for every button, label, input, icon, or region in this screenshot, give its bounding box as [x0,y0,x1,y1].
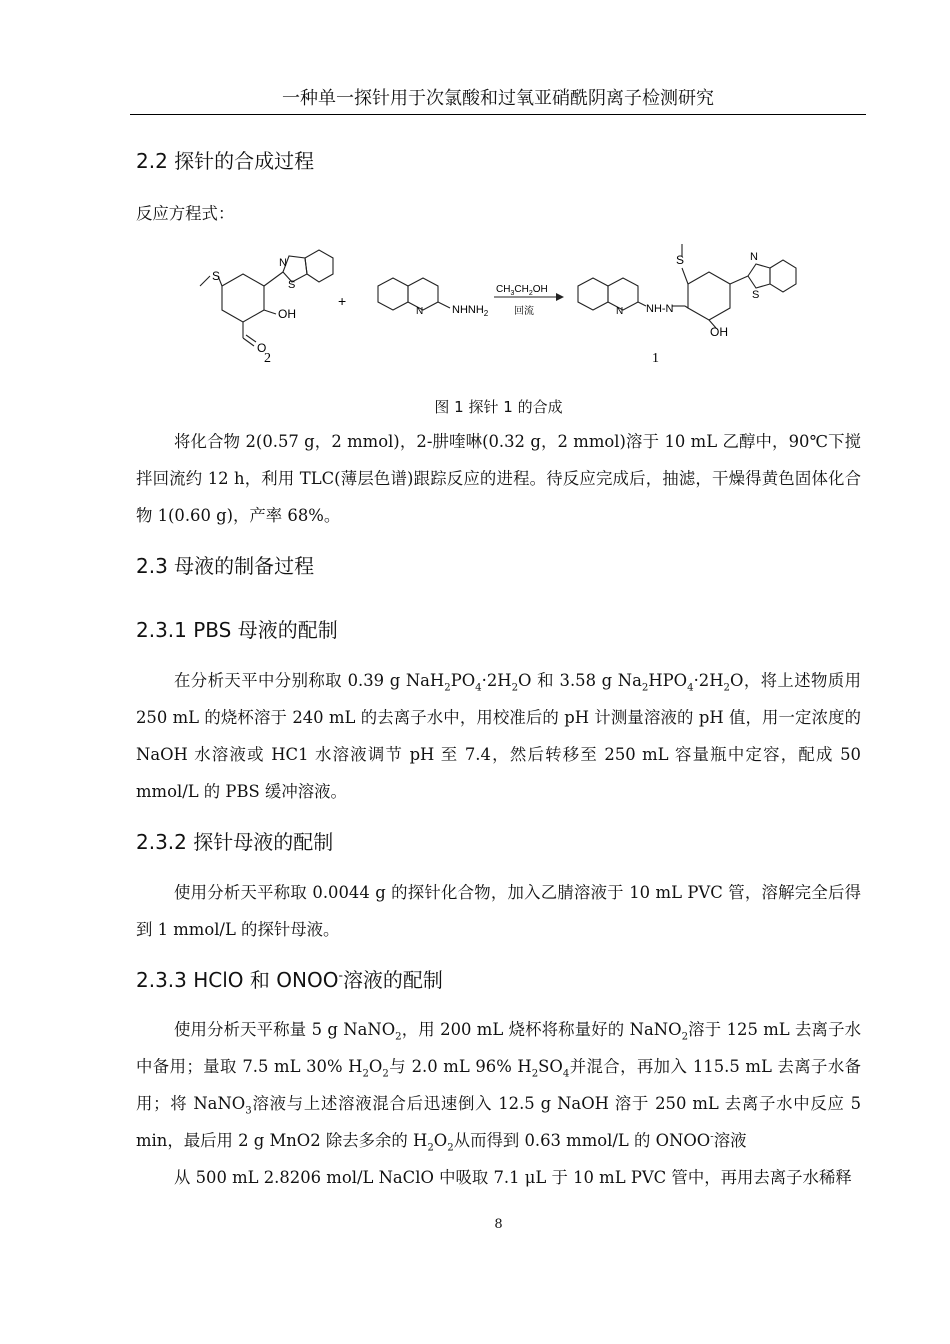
pbs-paragraph: 在分析天平中分别称取 0.39 g $NaH_2PO_4\cdot 2H_2O$ 和 3.58 g $Na_2HPO_4\cdot 2H_2O$，将上述物质用 250 mL 的烧杯溶于 240 mL 的去离子水中，用校准后的 pH 计测量溶液的 pH 值，用一定浓度的 NaOH 水溶液或 HC1 水溶液调节 pH 至 7.4，然后转移至 250 mL 容量瓶中定容，配成 50 mmol/L 的 PBS 缓冲溶液。 [136,671,861,801]
atom-s-3: S [676,253,685,267]
atom-nhn: NH-N [646,303,674,315]
heading-2-3-2: 2.3.2 探针母液的配制 [136,830,334,854]
compound-1-structure [578,244,796,328]
solvent-label: $CH_3CH_2OH$ [496,284,548,297]
hydrazinoquinoline-structure [378,278,450,310]
equation-label: 反应方程式： [136,204,235,223]
atom-s-1: S [212,269,221,283]
heading-2-3-1: 2.3.1 PBS 母液的配制 [136,618,338,642]
atom-s-4: S [752,289,760,301]
probe-stock-paragraph: 使用分析天平称取 0.0044 g 的探针化合物，加入乙腈溶液于 10 mL PVC 管，溶解完全后得到 1 mmol/L 的探针母液。 [136,883,861,939]
atom-s-2: S [288,279,296,291]
naclo-paragraph: 从 500 mL 2.8206 mol/L NaClO 中吸取 7.1 μL 于 10 mL PVC 管中，再用去离子水稀释 [174,1168,852,1187]
heading-2-2: 2.2 探针的合成过程 [136,149,315,173]
reaction-scheme [188,234,808,384]
running-header: 一种单一探针用于次氯酸和过氧亚硝酰阴离子检测研究 [282,88,714,109]
atom-n-2: N [416,306,424,317]
heading-2-3: 2.3 母液的制备过程 [136,554,315,578]
atom-n-1: N [279,257,287,269]
plus-sign: + [338,293,347,309]
heading-2-3-3: 2.3.3 HClO 和 ONOO-溶液的配制 [136,967,443,992]
compound-2-structure [200,250,333,346]
page-number: 8 [494,1217,503,1232]
compound-1-label: 1 [652,351,659,366]
synthesis-paragraph: 将化合物 2(0.57 g，2 mmol)，2-肼喹啉(0.32 g，2 mmol)溶于 10 mL 乙醇中，90℃下搅拌回流约 12 h，利用 TLC(薄层色谱)跟踪反应的进程。待反应完成后，抽滤，干燥得黄色固体化合物 1(0.60 g)，产率 68%。 [136,432,861,525]
condition-label: 回流 [514,306,534,317]
atom-n-4: N [750,251,758,263]
reaction-arrow-head [556,293,564,301]
atom-n-3: N [616,306,624,317]
reagent-label: $NHNH_2$ [452,304,489,318]
atom-oh-1: OH [278,307,296,321]
onoo-paragraph: 使用分析天平称量 5 g NaNO$_2$，用 200 mL 烧杯将称量好的 NaNO$_2$溶于 125 mL 去离子水中备用；量取 7.5 mL 30% $H_2O_2$与 2.0 mL 96% $H_2SO_4$并混合，再加入 115.5 mL 去离子水备用；将 NaNO$_3$溶液与上述溶液混合后迅速倒入 12.5 g NaOH 溶于 250 mL 去离子水中反应 5 min，最后用 2 g MnO2 除去多余的 $H_2O_2$从而得到 0.63 mmol/L 的 ONOO-溶液 [136,1020,862,1154]
figure-caption: 图 1 探针 1 的合成 [434,398,563,416]
atom-oh-2: OH [710,325,728,339]
header-rule [130,114,866,115]
atom-o-1: O [257,341,267,355]
compound-2-label: 2 [264,351,271,366]
